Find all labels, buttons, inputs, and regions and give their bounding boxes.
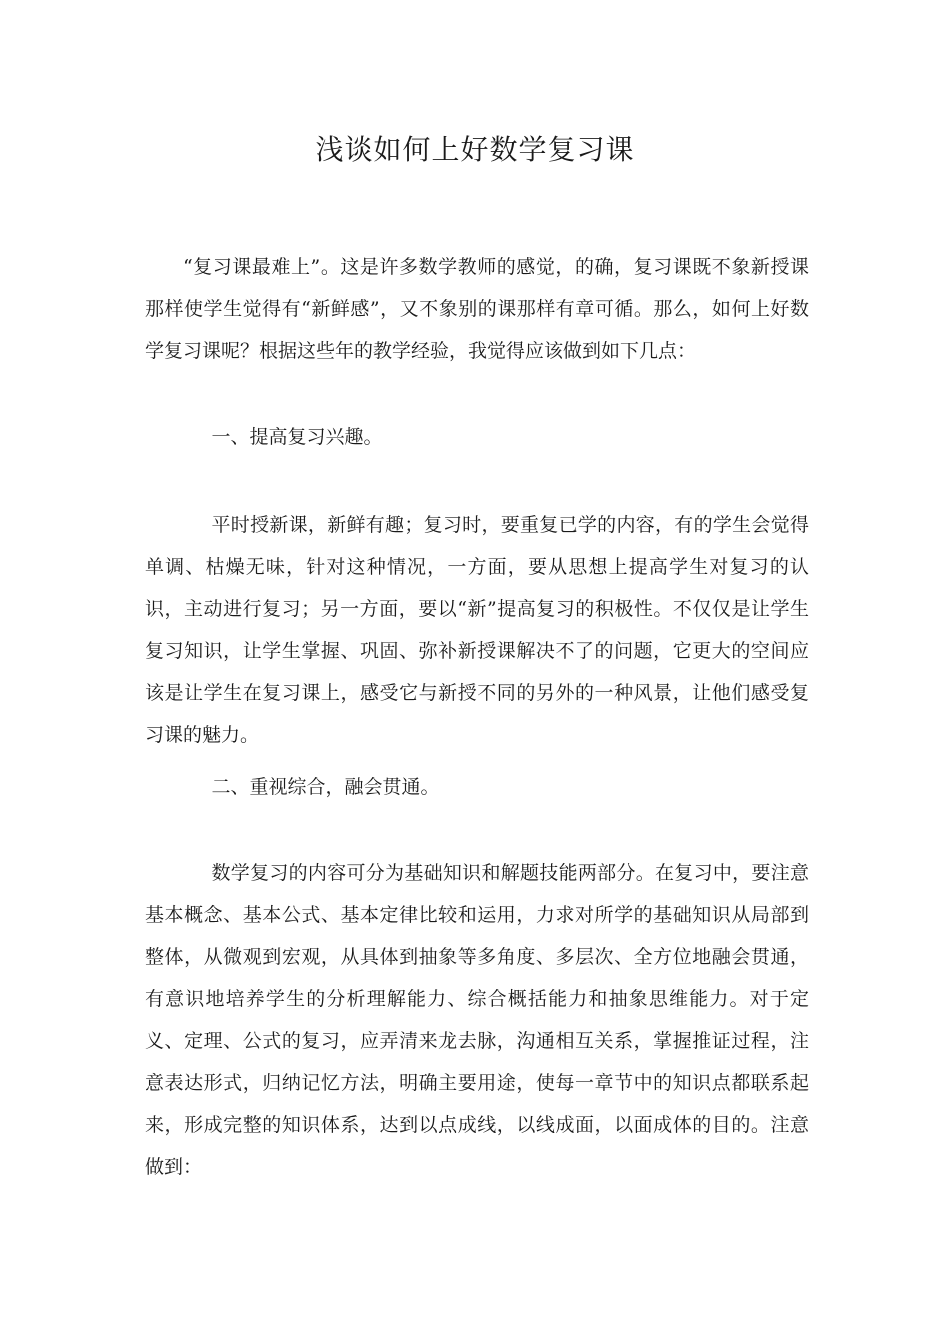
section-body-1: 平时授新课，新鲜有趣；复习时，要重复已学的内容，有的学生会觉得单调、枯燥无味，针对这种情况，一方面，要从思想上提高学生对复习的认识，主动进行复习；另一方面，要以“新”提高复习的积极性。不仅仅是让学生复习知识，让学生掌握、巩固、弥补新授课解决不了的问题，它更大的空间应该是让学生在复习课上，感受它与新授不同的另外的一种风景，让他们感受复习课的魅力。 bbox=[145, 514, 809, 746]
section-body-2: 数学复习的内容可分为基础知识和解题技能两部分。在复习中，要注意基本概念、基本公式、基本定律比较和运用，力求对所学的基础知识从局部到整体，从微观到宏观，从具体到抽象等多角度、多层次、全方位地融会贯通，有意识地培养学生的分析理解能力、综合概括能力和抽象思维能力。对于定义、定理、公式的复习，应弄清来龙去脉，沟通相互关系，掌握推证过程，注意表达形式，归纳记忆方法，明确主要用途，使每一章节中的知识点都联系起来，形成完整的知识体系，达到以点成线，以线成面，以面成体的目的。注意做到： bbox=[145, 862, 809, 1178]
document-title: 浅谈如何上好数学复习课 bbox=[315, 133, 635, 166]
section-heading-2: 二、重视综合，融会贯通。 bbox=[211, 776, 440, 798]
section-heading-1: 一、提高复习兴趣。 bbox=[211, 426, 383, 448]
intro-paragraph: “复习课最难上”。这是许多数学教师的感觉，的确，复习课既不象新授课那样使学生觉得有“新鲜感”，又不象别的课那样有章可循。那么，如何上好数学复习课呢？根据这些年的教学经验，我觉得应该做到如下几点： bbox=[145, 256, 809, 362]
